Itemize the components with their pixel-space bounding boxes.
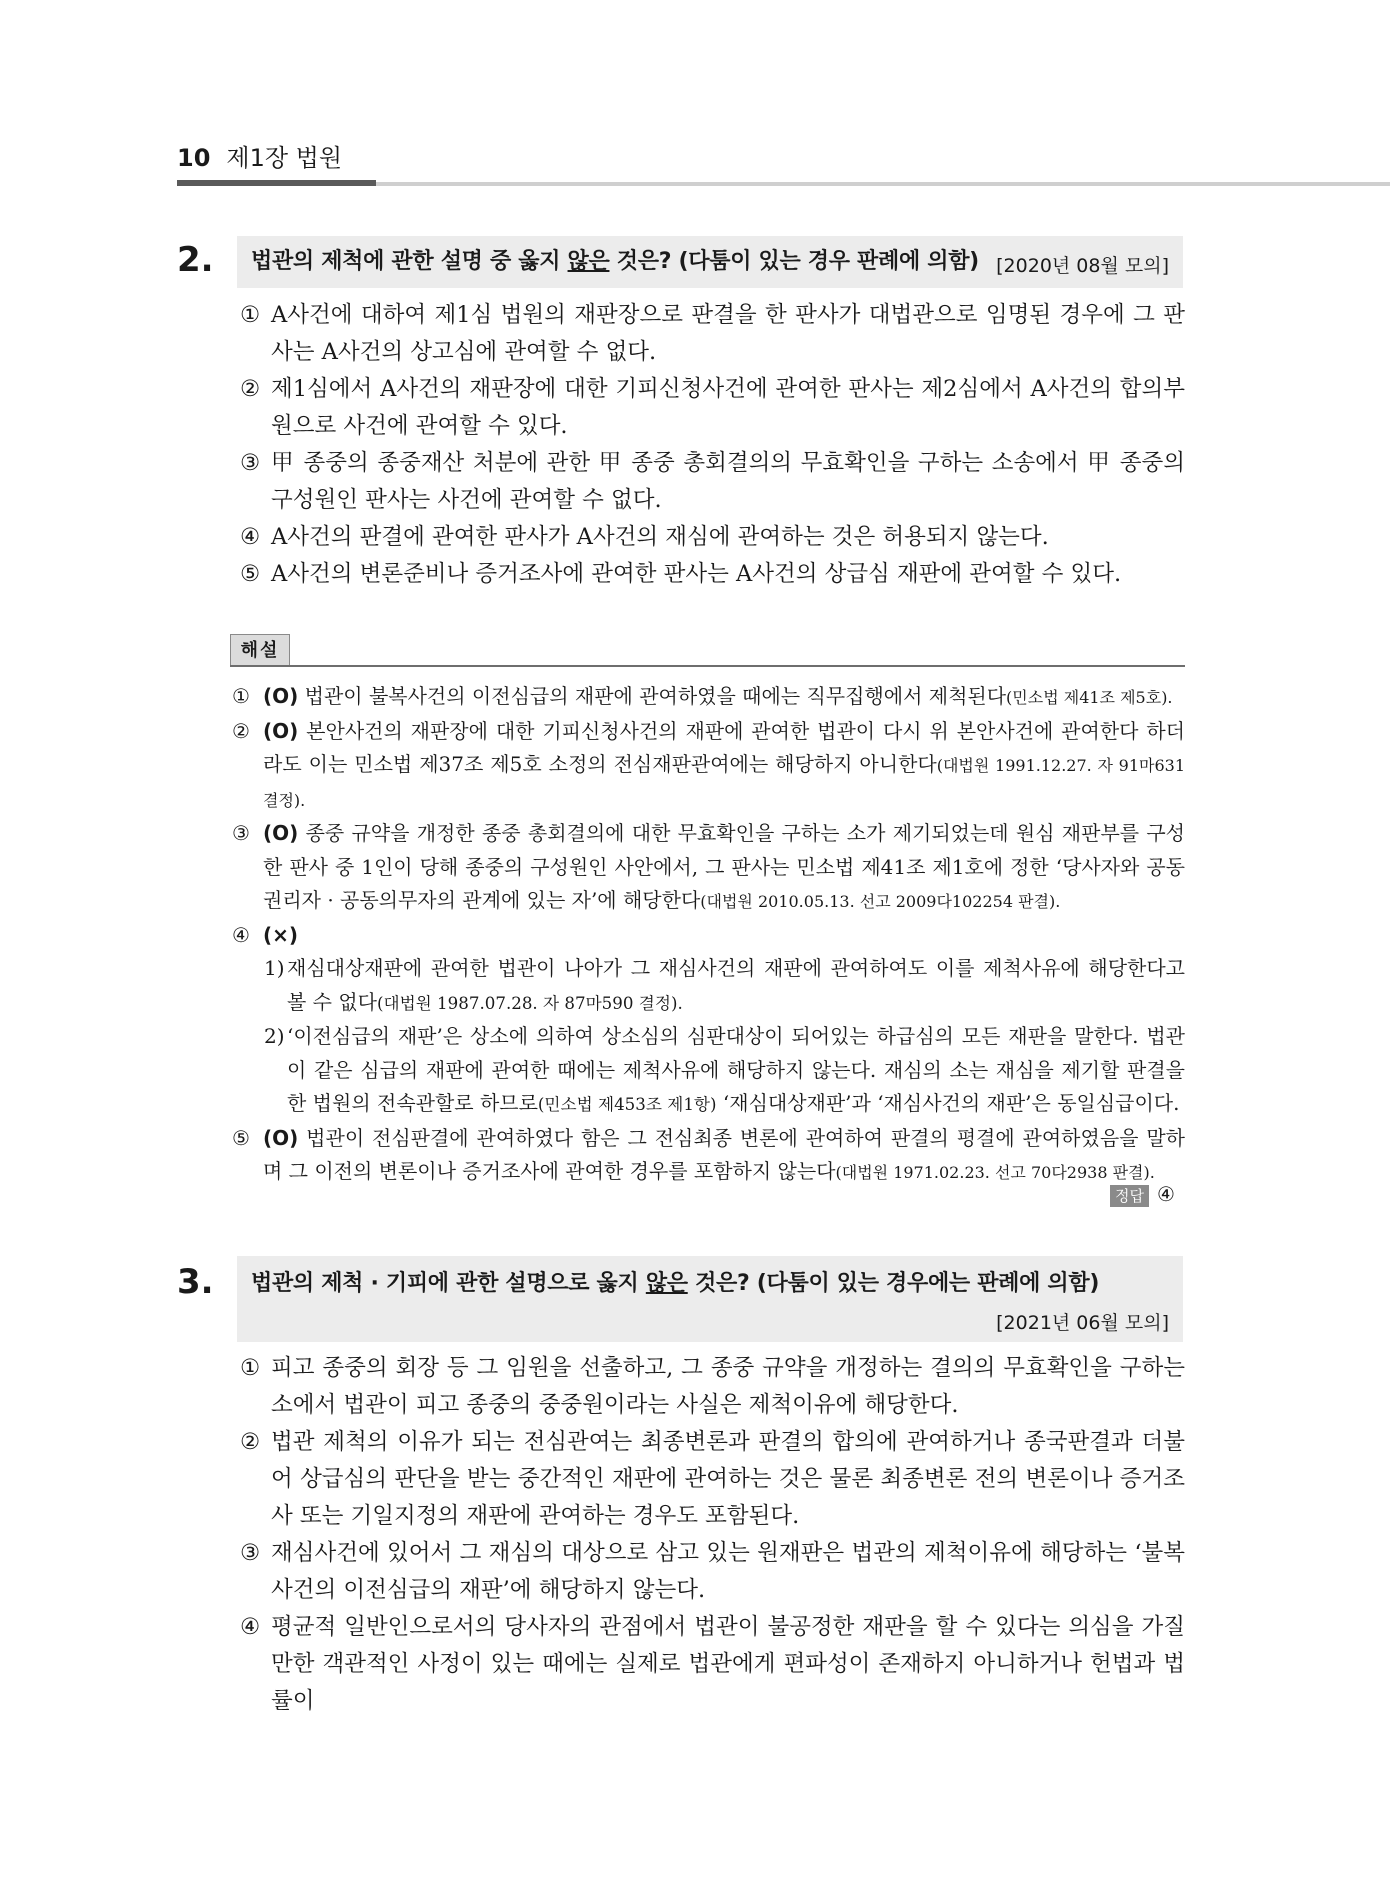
header-rule-dark <box>177 180 376 186</box>
option-marker: ③ <box>240 450 261 476</box>
option-text: 피고 종중의 회장 등 그 임원을 선출하고, 그 종중 규약을 개정하는 결의의 무효확인을 구하는 소에서 법관이 피고 종중의 중중원이라는 사실은 제척이유에 해당한다. <box>271 1355 1185 1418</box>
explanation-marker: ② <box>232 718 250 743</box>
option-text: A사건의 판결에 관여한 판사가 A사건의 재심에 관여하는 것은 허용되지 않는다. <box>271 524 1049 550</box>
question-number: 3. <box>177 1262 214 1302</box>
sub-item <box>232 952 1185 1020</box>
option-item <box>240 445 1185 519</box>
explanation-marker: ③ <box>232 821 250 845</box>
option-list <box>240 1350 1185 1720</box>
option-item <box>240 1609 1185 1720</box>
option-text: 甲 종중의 종중재산 처분에 관한 甲 종중 총회결의의 무효확인을 구하는 소송에서 甲 종중의 구성원인 판사는 사건에 관여할 수 없다. <box>271 450 1185 513</box>
explanation-text: 법관이 불복사건의 이전심급의 재판에 관여하였을 때에는 직무집행에서 제척된다 <box>298 684 1007 708</box>
option-marker: ④ <box>240 524 261 550</box>
page-number: 10 <box>177 144 211 172</box>
option-marker: ⑤ <box>240 561 261 587</box>
chapter-title: 제1장 법원 <box>226 144 343 172</box>
verdict: (O) <box>263 821 299 845</box>
option-item <box>240 1535 1185 1609</box>
sub-marker: 2) <box>264 1024 285 1048</box>
option-list <box>240 297 1185 593</box>
option-text: A사건에 대하여 제1심 법원의 재판장으로 판결을 한 판사가 대법관으로 임명된 경우에 그 판사는 A사건의 상고심에 관여할 수 없다. <box>271 302 1185 365</box>
question-underlined: 않은 <box>645 1271 688 1296</box>
option-item <box>240 1350 1185 1424</box>
citation: (대법원 1991.12.27. 자 91마631 결정). <box>263 756 1185 810</box>
question-underlined: 않은 <box>567 249 610 274</box>
explanation-marker: ① <box>232 684 250 708</box>
option-marker: ① <box>240 302 261 328</box>
option-marker: ① <box>240 1355 261 1381</box>
question-text-part: 것은? (다툼이 있는 경우 판례에 의함) <box>609 249 979 274</box>
explanation-header <box>230 634 1185 670</box>
option-text: 평균적 일반인으로서의 당사자의 관점에서 법관이 불공정한 재판을 할 수 있다는 의심을 가질 만한 객관적인 사정이 있는 때에는 실제로 법관에게 편파성이 존재하지 아니하거나 헌법과 법률이 <box>271 1614 1185 1714</box>
answer-value: ④ <box>1156 1182 1175 1206</box>
explanation-list <box>232 680 1185 1190</box>
sub-text-tail: ‘재심대상재판’과 ‘재심사건의 재판’은 동일심급이다. <box>716 1091 1180 1115</box>
question-text-part: 법관의 제척 · 기피에 관한 설명으로 옳지 <box>251 1271 646 1296</box>
citation: (민소법 제453조 제1항) <box>537 1095 717 1114</box>
explanation-item <box>232 817 1185 919</box>
question-number: 2. <box>177 240 214 280</box>
sub-text: ‘이전심급의 재판’은 상소에 의하여 상소심의 심판대상이 되어있는 하급심의 모든 재판을 말한다. 법관이 같은 심급의 재판에 관여한 때에는 제척사유에 해당하지 않는다. 재심의 소는 재심을 제기할 판결을 한 법원의 전속관할로 하므로 <box>287 1024 1185 1115</box>
option-text: 재심사건에 있어서 그 재심의 대상으로 삼고 있는 원재판은 법관의 제척이유에 해당하는 ‘불복사건의 이전심급의 재판’에 해당하지 않는다. <box>271 1540 1185 1603</box>
explanation-item <box>232 715 1185 818</box>
option-text: A사건의 변론준비나 증거조사에 관여한 판사는 A사건의 상급심 재판에 관여할 수 있다. <box>271 561 1122 587</box>
verdict: (O) <box>263 1125 299 1150</box>
explanation-marker: ④ <box>232 922 250 947</box>
sub-marker: 1) <box>264 956 285 980</box>
question-box <box>237 1256 1183 1342</box>
question-text-part: 법관의 제척에 관한 설명 중 옳지 <box>251 249 568 274</box>
page-header <box>177 138 342 173</box>
option-item <box>240 519 1185 556</box>
answer <box>1110 1182 1175 1206</box>
question-source: [2021년 06월 모의] <box>996 1312 1169 1334</box>
option-item <box>240 297 1185 371</box>
citation: (대법원 2010.05.13. 선고 2009다102254 판결). <box>700 892 1061 911</box>
explanation-label: 해설 <box>230 634 290 667</box>
question-source: [2020년 08월 모의] <box>996 255 1169 277</box>
option-marker: ④ <box>240 1614 261 1640</box>
question-box <box>237 236 1183 288</box>
answer-label: 정답 <box>1110 1185 1149 1207</box>
explanation-text: 법관이 전심판결에 관여하였다 함은 그 전심최종 변론에 관여하여 판결의 평결에 관여하였음을 말하며 그 이전의 변론이나 증거조사에 관여한 경우를 포함하지 않는다 <box>263 1125 1185 1183</box>
citation: (민소법 제41조 제5호). <box>1006 688 1173 707</box>
citation: (대법원 1971.02.23. 선고 70다2938 판결). <box>835 1163 1155 1182</box>
option-text: 법관 제척의 이유가 되는 전심관여는 최종변론과 판결의 합의에 관여하거나 종국판결과 더불어 상급심의 판단을 받는 중간적인 재판에 관여하는 것은 물론 최종변론 전의 변론이나 증거조사 또는 기일지정의 재판에 관여하는 경우도 포함된다. <box>271 1429 1185 1529</box>
option-item <box>240 371 1185 445</box>
sub-item <box>232 1020 1185 1122</box>
explanation-rule <box>230 665 1185 667</box>
explanation-text: 종중 규약을 개정한 종중 총회결의에 대한 무효확인을 구하는 소가 제기되었는데 원심 재판부를 구성한 판사 중 1인이 당해 종중의 구성원인 사안에서, 그 판사는 민소법 제41조 제1호에 정한 ‘당사자와 공동권리자 · 공동의무자의 관계에 있는 자’에 해당한다 <box>263 821 1185 912</box>
sub-text: 재심대상재판에 관여한 법관이 나아가 그 재심사건의 재판에 관여하여도 이를 제척사유에 해당한다고 볼 수 없다 <box>287 956 1185 1014</box>
option-item <box>240 1424 1185 1535</box>
question-text-part: 것은? (다툼이 있는 경우에는 판례에 의함) <box>687 1271 1100 1296</box>
verdict: (O) <box>263 684 299 708</box>
header-rule-light <box>376 182 1390 186</box>
explanation-item <box>232 919 1185 953</box>
explanation-text: 본안사건의 재판장에 대한 기피신청사건의 재판에 관여한 법관이 다시 위 본안사건에 관여한다 하더라도 이는 민소법 제37조 제5호 소정의 전심재판관여에는 해당하지 아니한다 <box>263 718 1185 776</box>
option-marker: ② <box>240 1429 261 1455</box>
verdict: (×) <box>263 922 299 947</box>
explanation-item <box>232 680 1185 715</box>
option-text: 제1심에서 A사건의 재판장에 대한 기피신청사건에 관여한 판사는 제2심에서 A사건의 합의부원으로 사건에 관여할 수 있다. <box>271 376 1185 439</box>
citation: (대법원 1987.07.28. 자 87마590 결정). <box>377 993 683 1013</box>
question-text <box>251 1256 1169 1298</box>
option-item <box>240 556 1185 593</box>
explanation-item <box>232 1122 1185 1190</box>
option-marker: ③ <box>240 1540 261 1566</box>
explanation-marker: ⑤ <box>232 1125 250 1150</box>
verdict: (O) <box>263 718 299 743</box>
option-marker: ② <box>240 376 261 402</box>
